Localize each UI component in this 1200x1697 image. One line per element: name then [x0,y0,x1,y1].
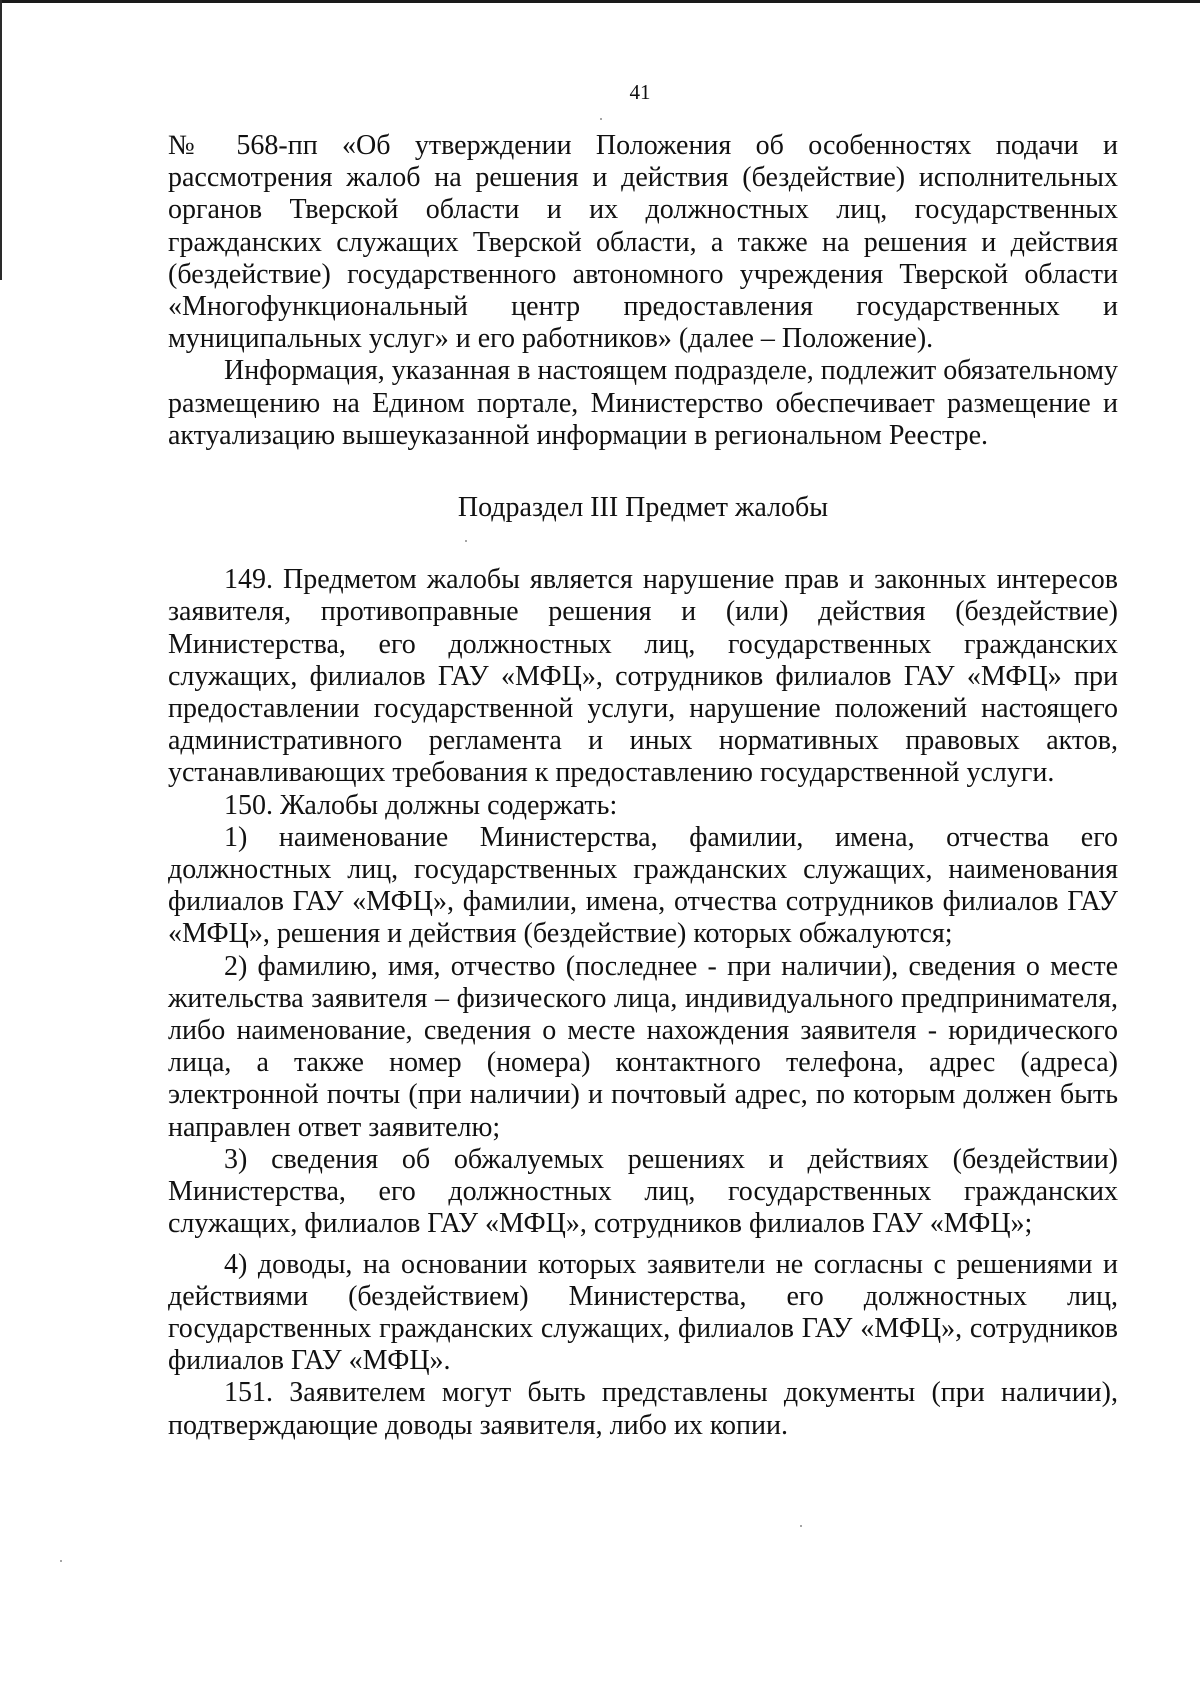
paragraph-150: 150. Жалобы должны содержать: [224,789,618,821]
scan-speck [600,118,602,120]
section-heading: Подраздел III Предмет жалобы [457,492,829,524]
scan-speck [465,540,467,542]
paragraph-continuation: № 568-пп «Об утверждении Положения об особенностях подачи и рассмотрения жалоб на решения и действия (бездействие) исполнительных органов Тверской области и их должностных лиц, государственных гражданских служащих Тверской области, а также на решения и действия (бездействие) государственного автономного учреждения Тверской области «Многофункциональный центр предоставления государственных и муниципальных услуг» и его работников» (далее – Положение). [168,130,1118,355]
scan-speck [800,1525,802,1527]
list-item-1: 1) наименование Министерства, фамилии, имена, отчества его должностных лиц, государственных гражданских служащих, наименования филиалов ГАУ «МФЦ», фамилии, имена, отчества сотрудников филиалов ГАУ «МФЦ», решения и действия (бездействие) которых обжалуются; [168,821,1118,950]
list-item-3: 3) сведения об обжалуемых решениях и действиях (бездействии) Министерства, его должностных лиц, государственных гражданских служащих, филиалов ГАУ «МФЦ», сотрудников филиалов ГАУ «МФЦ»; [168,1143,1118,1240]
paragraph-info-placement: Информация, указанная в настоящем подразделе, подлежит обязательному размещению на Едином портале, Министерство обеспечивает размещение и актуализацию вышеуказанной информации в региональном Реестре. [168,355,1118,451]
paragraph-151: 151. Заявителем могут быть представлены документы (при наличии), подтверждающие доводы заявителя, либо их копии. [168,1377,1118,1441]
page-number: 41 [629,80,651,104]
list-item-2: 2) фамилию, имя, отчество (последнее - при наличии), сведения о месте жительства заявителя – физического лица, индивидуального предпринимателя, либо наименование, сведения о месте нахождения заявителя - юридического лица, а также номер (номера) контактного телефона, адрес (адреса) электронной почты (при наличии) и почтовый адрес, по которым должен быть направлен ответ заявителю; [168,950,1118,1143]
scan-speck [60,1560,62,1562]
list-item-4: 4) доводы, на основании которых заявители не согласны с решениями и действиями (бездействием) Министерства, его должностных лиц, государственных гражданских служащих, филиалов ГАУ «МФЦ», сотрудников филиалов ГАУ «МФЦ». [168,1248,1118,1377]
scan-border-left [0,0,2,280]
document-body [168,130,1118,1442]
scan-border-top [0,0,1200,3]
paragraph-149: 149. Предметом жалобы является нарушение прав и законных интересов заявителя, противоправные решения и (или) действия (бездействие) Министерства, его должностных лиц, государственных гражданских служащих, филиалов ГАУ «МФЦ», сотрудников филиалов ГАУ «МФЦ» при предоставлении государственной услуги, нарушение положений настоящего административного регламента и иных нормативных правовых актов, устанавливающих требования к предоставлению государственной услуги. [168,564,1118,789]
